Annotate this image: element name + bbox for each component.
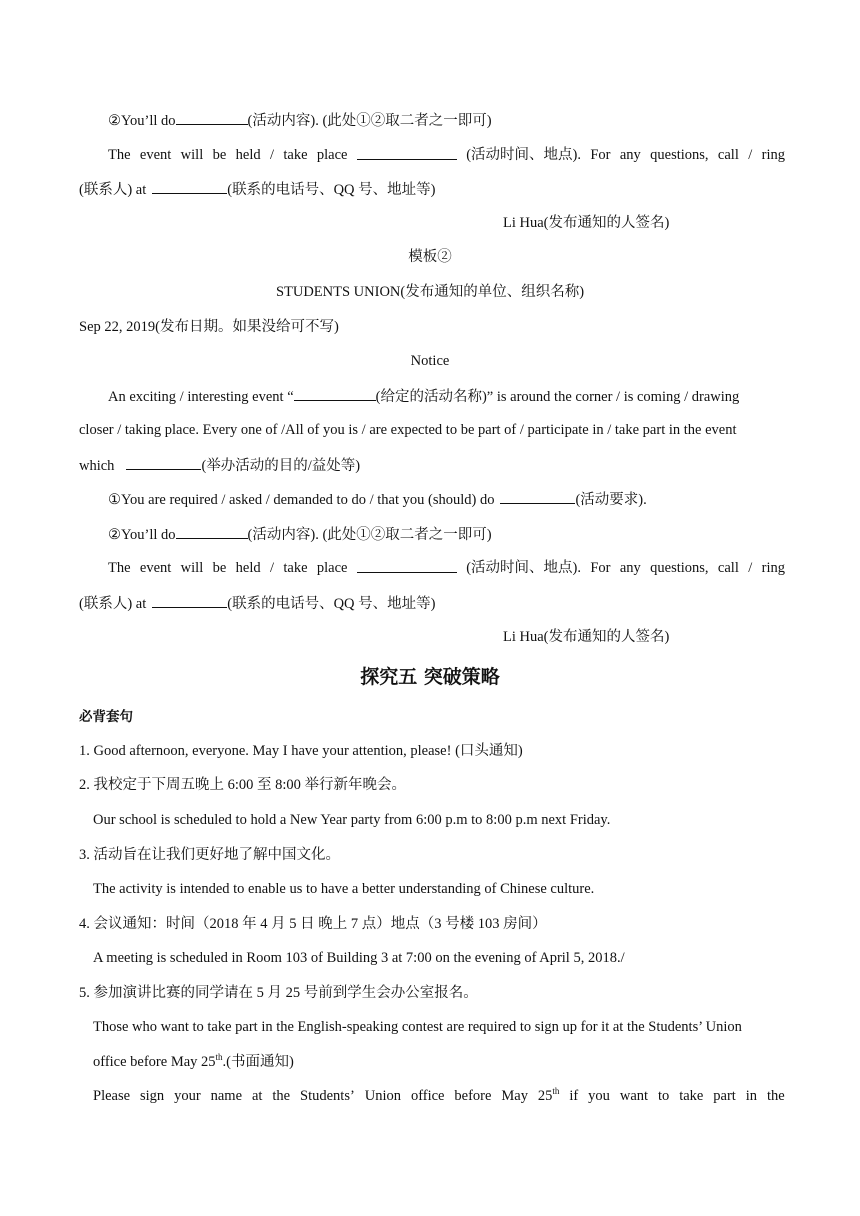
word: / [748,560,753,576]
word: / [748,147,753,163]
word: will [180,560,204,576]
fill-blank [176,110,248,125]
paragraph-line [108,386,785,407]
event-held-line [108,558,785,578]
word: sign [139,1088,165,1104]
word: held [235,147,261,163]
template-heading: 模板② [408,249,452,265]
word: questions, [650,147,709,163]
signature-line: Li Hua(发布通知的人签名) [503,629,670,645]
word: (活动时间、地点). [466,147,581,163]
word: For [590,147,611,163]
word: questions, [650,560,709,576]
word: For [590,560,611,576]
fill-blank [152,179,227,194]
word: event [139,147,172,163]
list-item: 2. 我校定于下周五晚上 6:00 至 8:00 举行新年晚会。 [79,777,407,793]
word: you [588,1088,610,1104]
word: office [410,1088,445,1104]
word: at [251,1088,263,1104]
list-item-translation [93,1052,294,1072]
list-item-translation: A meeting is scheduled in Room 103 of Building 3 at 7:00 on the evening of April 5, 2018./ [93,950,625,966]
word: Students’ [300,1088,355,1104]
section-subtitle: 必背套句 [79,709,133,725]
word: 25th [537,1086,560,1104]
text: which [79,458,115,474]
list-item: 4. 会议通知：时间（2018 年 4 月 5 日 晚上 7 点）地点（3 号楼 103 房间） [79,916,547,932]
text: office before May 25 [93,1054,216,1070]
fill-blank [357,145,457,160]
word: place [316,147,348,163]
text: (活动内容). (此处①②取二者之一即可) [247,527,492,543]
word: The [108,560,131,576]
text: (联系的电话号、QQ 号、地址等) [227,182,436,198]
list-item: 3. 活动旨在让我们更好地了解中国文化。 [79,847,340,863]
fill-blank [126,455,201,470]
section-title: 探究五 突破策略 [360,666,500,688]
word: event [139,560,172,576]
list-item: 5. 参加演讲比赛的同学请在 5 月 25 号前到学生会办公室报名。 [79,985,478,1001]
word: want [619,1088,649,1104]
fill-blank [294,386,376,401]
requirement-line [108,489,647,510]
paragraph-line: closer / taking place. Every one of /All of you is / are expected to be part of / participate in / take part in the event [79,422,737,438]
word: be [212,560,227,576]
event-held-line [108,145,785,165]
text: .(书面通知) [222,1054,294,1070]
text: (联系人) at [79,182,147,198]
paragraph-line [79,455,360,476]
text: ②You’ll do [108,113,176,129]
contact-line [79,179,435,200]
notice-date: Sep 22, 2019(发布日期。如果没给可不写) [79,319,339,335]
fill-blank [176,524,248,539]
fill-blank [500,489,575,504]
text: (举办活动的目的/益处等) [201,458,361,474]
activity-content-line [108,110,492,131]
fill-blank [152,593,227,608]
word: before [454,1088,492,1104]
word: The [108,147,131,163]
word: to [657,1088,670,1104]
word: Union [364,1088,401,1104]
list-item: 1. Good afternoon, everyone. May I have your attention, please! (口头通知) [79,743,523,759]
word: (活动时间、地点). [466,560,581,576]
word: the [767,1088,785,1104]
text: ②You’ll do [108,527,176,543]
word: part [713,1088,736,1104]
text: (给定的活动名称)” is around the corner / is coming / drawing [375,389,740,405]
list-item-translation: Our school is scheduled to hold a New Year party from 6:00 p.m to 8:00 p.m next Friday. [93,812,611,828]
activity-content-line [108,524,492,545]
superscript: th [215,1052,223,1063]
word: ring [761,147,785,163]
word: ring [761,560,785,576]
text: An exciting / interesting event “ [108,389,294,405]
organization-name: STUDENTS UNION(发布通知的单位、组织名称) [275,284,585,300]
word: if [569,1088,579,1104]
contact-line [79,593,435,614]
word: call [717,560,739,576]
word: in [745,1088,758,1104]
word: May [501,1088,528,1104]
text: (联系人) at [79,596,147,612]
text: ①You are required / asked / demanded to do / that you (should) do [108,492,495,508]
notice-title: Notice [410,353,450,369]
word: take [283,147,308,163]
text: (联系的电话号、QQ 号、地址等) [227,596,436,612]
list-item-translation: The activity is intended to enable us to have a better understanding of Chinese culture. [93,881,595,897]
signature-line: Li Hua(发布通知的人签名) [503,215,670,231]
word: any [619,147,641,163]
word: any [619,560,641,576]
word: be [212,147,227,163]
word: name [210,1088,243,1104]
word: call [717,147,739,163]
fill-blank [357,558,457,573]
word: place [316,560,348,576]
word: your [174,1088,201,1104]
word: / [269,147,274,163]
list-item-translation [93,1086,785,1106]
text: (活动要求). [575,492,647,508]
word: Please [93,1088,131,1104]
text: (活动内容). (此处①②取二者之一即可) [247,113,492,129]
word: the [272,1088,291,1104]
word: will [180,147,204,163]
list-item-translation: Those who want to take part in the English-speaking contest are required to sign up for it at the Students’ Union [93,1019,742,1035]
word: take [679,1088,704,1104]
word: held [235,560,261,576]
word: take [283,560,308,576]
word: / [269,560,274,576]
